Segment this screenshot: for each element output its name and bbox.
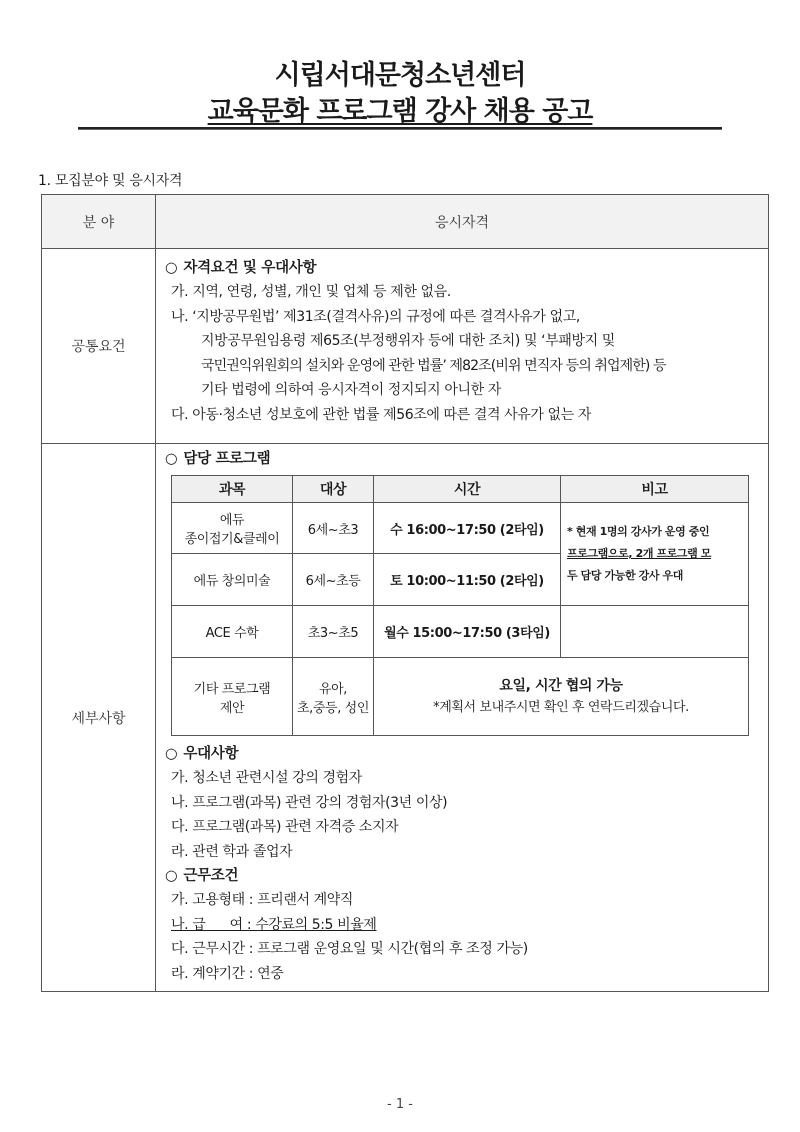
condition-item: 다. 근무시간 : 프로그램 운영요일 및 시간(협의 후 조정 가능) [171, 941, 528, 957]
condition-item-salary: 나. 급 여 : 수강료의 5:5 비율제 [171, 916, 377, 933]
program-header-row [172, 476, 749, 503]
title-divider [78, 127, 722, 130]
preference-item: 다. 프로그램(과목) 관련 자격증 소지자 [171, 819, 399, 835]
document-title [0, 58, 800, 130]
program-row [172, 503, 749, 554]
details-content [156, 444, 769, 992]
program-time: 월수 15:00~17:50 (3타임) [374, 606, 561, 658]
program-subject: ACE 수학 [172, 606, 293, 658]
condition-item: 라. 계약기간 : 연중 [171, 965, 284, 982]
program-table [171, 475, 749, 736]
circle-bullet-icon: ○ [165, 260, 178, 276]
col-time: 시간 [374, 476, 561, 503]
program-row [172, 658, 749, 736]
program-time: 수 16:00~17:50 (2타임) [374, 503, 561, 554]
common-item: 가. 지역, 연령, 성별, 개인 및 업체 등 제한 없음. [171, 284, 451, 300]
page-number: - 1 - [387, 1097, 413, 1112]
common-item: 나. ‘지방공무원법’ 제31조(결격사유)의 규정에 따른 결격사유가 없고, [171, 308, 580, 325]
common-item: 지방공무원임용령 제65조(부정행위자 등에 대한 조치) 및 ‘부패방지 및 [201, 333, 615, 349]
program-target: 유아, 초,중등, 성인 [293, 658, 374, 736]
program-subject: 에듀 종이접기&클레이 [172, 503, 293, 554]
preference-item: 나. 프로그램(과목) 관련 강의 경험자(3년 이상) [171, 794, 448, 811]
col-subject: 과목 [172, 476, 293, 503]
program-time: 토 10:00~11:50 (2타임) [374, 554, 561, 606]
program-note: * 현재 1명의 강사가 운영 중인 프로그램으로, 2개 프로그램 모 두 담당 가능한 강사 우대 [561, 503, 749, 606]
title-organization: 시립서대문청소년센터 [274, 60, 526, 91]
section-heading: 1. 모집분야 및 응시자격 [38, 173, 183, 189]
preference-item: 가. 청소년 관련시설 강의 경험자 [171, 770, 362, 786]
preferences-heading: ○ 우대사항 [165, 746, 239, 762]
circle-bullet-icon: ○ [165, 746, 178, 762]
program-subject: 에듀 창의미술 [172, 554, 293, 606]
program-time-negotiable: 요일, 시간 협의 가능 *계획서 보내주시면 확인 후 연락드리겠습니다. [374, 658, 749, 736]
common-content [156, 249, 769, 444]
program-row [172, 606, 749, 658]
header-qualification: 응시자격 [156, 195, 769, 249]
table-header-row [42, 195, 769, 249]
condition-item: 가. 고용형태 : 프리랜서 계약직 [171, 892, 354, 908]
common-item: 기타 법령에 의하여 응시자격이 정지되지 아니한 자 [201, 382, 501, 398]
program-subject: 기타 프로그램 제안 [172, 658, 293, 736]
conditions-heading: ○ 근무조건 [165, 868, 239, 884]
table-row-details [42, 444, 769, 992]
program-target: 6세~초등 [293, 554, 374, 606]
title-announcement: 교육문화 프로그램 강사 채용 공고 [207, 96, 593, 127]
program-target: 6세~초3 [293, 503, 374, 554]
programs-heading: ○ 담당 프로그램 [165, 451, 271, 467]
program-note [561, 606, 749, 658]
field-details: 세부사항 [42, 444, 156, 992]
common-item: 다. 아동·청소년 성보호에 관한 법률 제56조에 따른 결격 사유가 없는 자 [171, 406, 591, 423]
program-target: 초3~초5 [293, 606, 374, 658]
circle-bullet-icon: ○ [165, 868, 178, 884]
qualification-table [41, 194, 769, 992]
col-target: 대상 [293, 476, 374, 503]
header-field: 분 야 [42, 195, 156, 249]
field-common: 공통요건 [42, 249, 156, 444]
common-heading: ○ 자격요건 및 우대사항 [165, 260, 317, 276]
table-row-common [42, 249, 769, 444]
col-note: 비고 [561, 476, 749, 503]
circle-bullet-icon: ○ [165, 451, 178, 467]
common-item: 국민권익위원회의 설치와 운영에 관한 법률’ 제82조(비위 면직자 등의 취업제한) 등 [201, 357, 666, 374]
preference-item: 라. 관련 학과 졸업자 [171, 843, 293, 860]
